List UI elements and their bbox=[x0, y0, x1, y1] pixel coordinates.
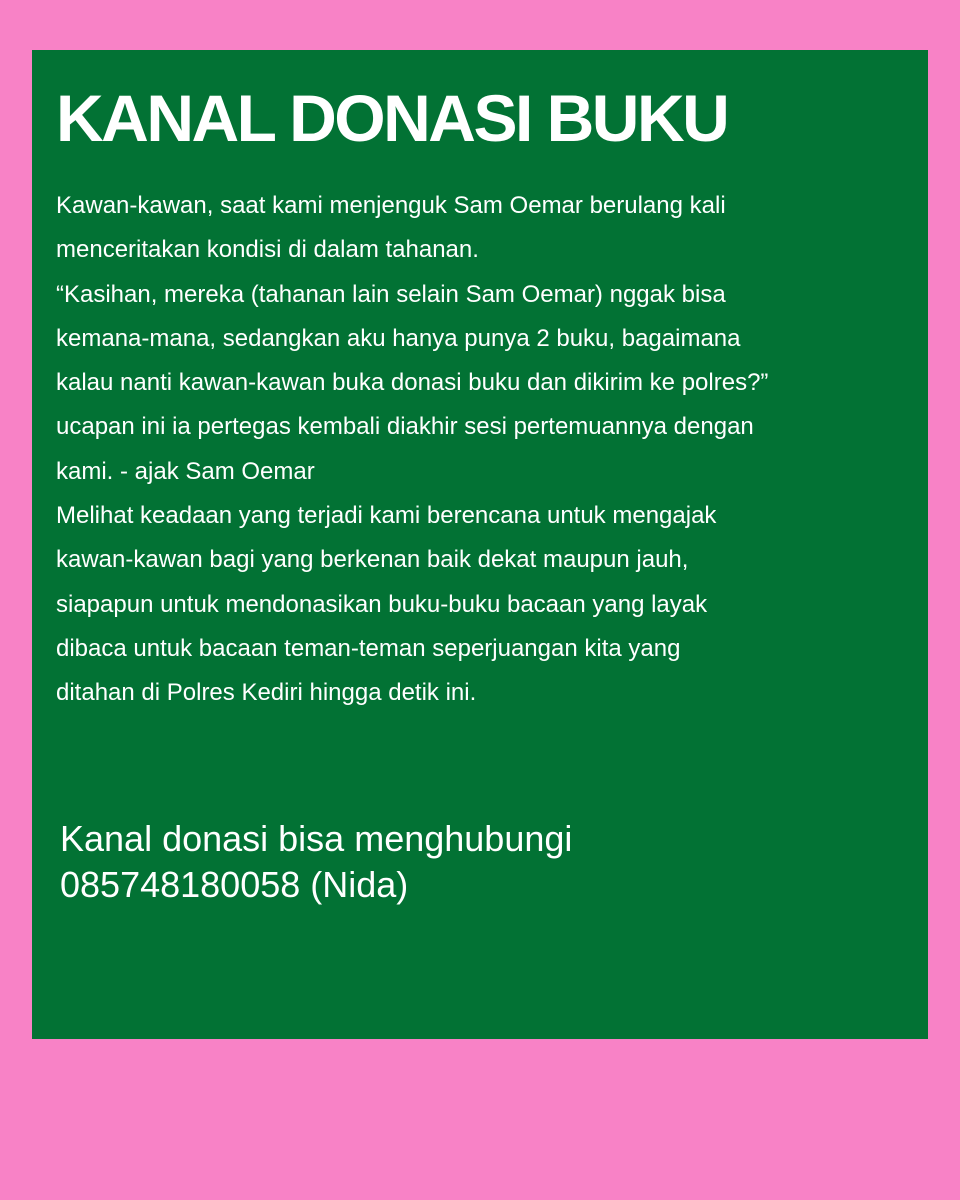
body-line: dibaca untuk bacaan teman-teman seperjuangan kita yang bbox=[56, 634, 681, 662]
body-line: menceritakan kondisi di dalam tahanan. bbox=[56, 236, 479, 264]
body-line: kalau nanti kawan-kawan buka donasi buku dan dikirim ke polres?” bbox=[56, 369, 769, 397]
body-line: kawan-kawan bagi yang berkenan baik dekat maupun jauh, bbox=[56, 546, 689, 574]
body-line: kami. - ajak Sam Oemar bbox=[56, 457, 315, 485]
body-line: ucapan ini ia pertegas kembali diakhir sesi pertemuannya dengan bbox=[56, 413, 754, 441]
contact-heading: Kanal donasi bisa menghubungi bbox=[60, 818, 573, 859]
body-line: kemana-mana, sedangkan aku hanya punya 2 buku, bagaimana bbox=[56, 324, 741, 352]
announcement-panel bbox=[32, 50, 928, 1039]
body-line: Kawan-kawan, saat kami menjenguk Sam Oemar berulang kali bbox=[56, 192, 726, 219]
contact-info bbox=[60, 816, 572, 908]
body-line: Melihat keadaan yang terjadi kami berencana untuk mengajak bbox=[56, 502, 717, 530]
page-title: KANAL DONASI BUKU bbox=[56, 81, 728, 155]
contact-phone: 085748180058 (Nida) bbox=[60, 864, 409, 905]
body-line: ditahan di Polres Kediri hingga detik ini. bbox=[56, 679, 477, 707]
announcement-body bbox=[56, 184, 916, 716]
body-line: siapapun untuk mendonasikan buku-buku bacaan yang layak bbox=[56, 590, 708, 618]
body-line: “Kasihan, mereka (tahanan lain selain Sam Oemar) nggak bisa bbox=[56, 280, 726, 308]
